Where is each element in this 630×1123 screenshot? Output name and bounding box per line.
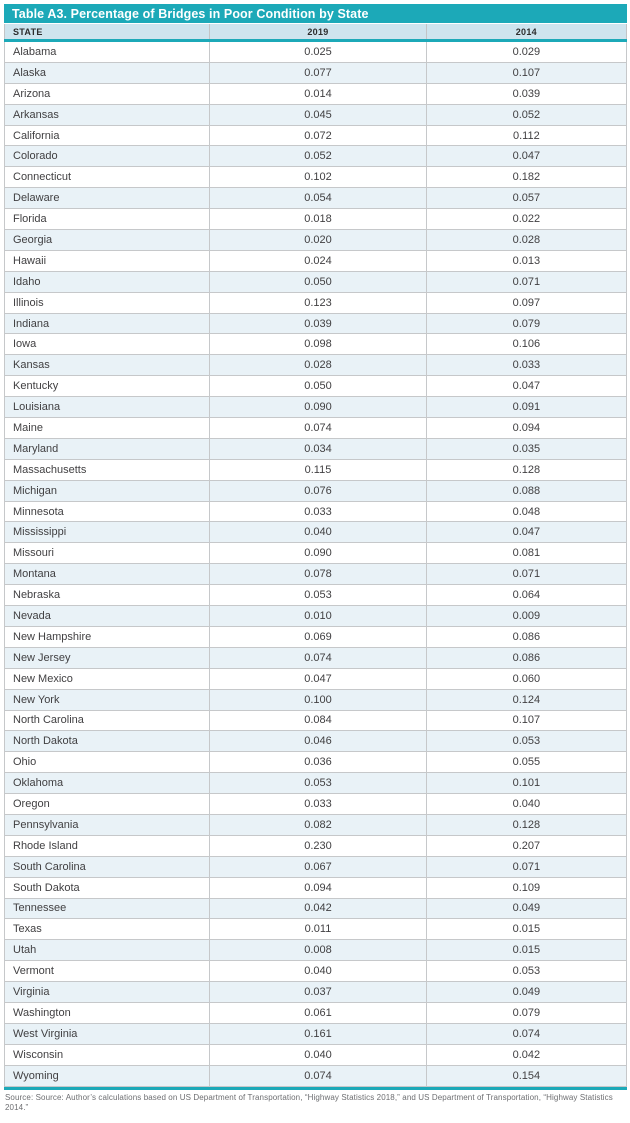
value-2014-cell: 0.047: [426, 522, 626, 543]
value-2014-cell: 0.091: [426, 397, 626, 418]
state-name-cell: Connecticut: [5, 167, 210, 188]
value-2014-cell: 0.053: [426, 961, 626, 982]
table-row: [5, 543, 627, 564]
value-2019-cell: 0.050: [210, 271, 426, 292]
table-row: [5, 606, 627, 627]
state-name-cell: New York: [5, 689, 210, 710]
state-name-cell: Texas: [5, 919, 210, 940]
value-2014-cell: 0.048: [426, 501, 626, 522]
value-2019-cell: 0.028: [210, 355, 426, 376]
value-2014-cell: 0.074: [426, 1023, 626, 1044]
table-row: [5, 438, 627, 459]
state-name-cell: Utah: [5, 940, 210, 961]
value-2014-cell: 0.064: [426, 585, 626, 606]
table-row: [5, 710, 627, 731]
value-2019-cell: 0.074: [210, 1065, 426, 1086]
value-2014-cell: 0.124: [426, 689, 626, 710]
table-row: [5, 919, 627, 940]
value-2014-cell: 0.106: [426, 334, 626, 355]
table-row: [5, 83, 627, 104]
value-2019-cell: 0.076: [210, 480, 426, 501]
state-name-cell: Wisconsin: [5, 1044, 210, 1065]
table-row: [5, 898, 627, 919]
value-2014-cell: 0.040: [426, 794, 626, 815]
table-row: [5, 689, 627, 710]
table-row: [5, 418, 627, 439]
value-2019-cell: 0.045: [210, 104, 426, 125]
value-2019-cell: 0.040: [210, 1044, 426, 1065]
value-2019-cell: 0.050: [210, 376, 426, 397]
value-2014-cell: 0.035: [426, 438, 626, 459]
value-2014-cell: 0.207: [426, 835, 626, 856]
state-name-cell: Michigan: [5, 480, 210, 501]
value-2019-cell: 0.011: [210, 919, 426, 940]
state-name-cell: Alabama: [5, 41, 210, 63]
state-name-cell: Washington: [5, 1002, 210, 1023]
table-row: [5, 250, 627, 271]
state-name-cell: Massachusetts: [5, 459, 210, 480]
state-name-cell: Georgia: [5, 230, 210, 251]
value-2019-cell: 0.100: [210, 689, 426, 710]
value-2019-cell: 0.020: [210, 230, 426, 251]
table-row: [5, 355, 627, 376]
state-name-cell: Nebraska: [5, 585, 210, 606]
table-row: [5, 647, 627, 668]
value-2019-cell: 0.025: [210, 41, 426, 63]
value-2014-cell: 0.109: [426, 877, 626, 898]
state-name-cell: Hawaii: [5, 250, 210, 271]
value-2014-cell: 0.039: [426, 83, 626, 104]
state-name-cell: Mississippi: [5, 522, 210, 543]
state-name-cell: New Hampshire: [5, 626, 210, 647]
value-2019-cell: 0.090: [210, 543, 426, 564]
value-2019-cell: 0.084: [210, 710, 426, 731]
value-2014-cell: 0.081: [426, 543, 626, 564]
table-row: [5, 209, 627, 230]
state-name-cell: Virginia: [5, 982, 210, 1003]
value-2014-cell: 0.154: [426, 1065, 626, 1086]
table-row: [5, 334, 627, 355]
value-2019-cell: 0.047: [210, 668, 426, 689]
state-name-cell: Alaska: [5, 62, 210, 83]
state-name-cell: New Mexico: [5, 668, 210, 689]
value-2014-cell: 0.060: [426, 668, 626, 689]
value-2019-cell: 0.054: [210, 188, 426, 209]
value-2019-cell: 0.072: [210, 125, 426, 146]
table-row: [5, 459, 627, 480]
state-name-cell: Illinois: [5, 292, 210, 313]
value-2014-cell: 0.107: [426, 62, 626, 83]
value-2014-cell: 0.029: [426, 41, 626, 63]
value-2019-cell: 0.123: [210, 292, 426, 313]
table-row: [5, 940, 627, 961]
state-name-cell: North Dakota: [5, 731, 210, 752]
value-2014-cell: 0.086: [426, 626, 626, 647]
value-2019-cell: 0.230: [210, 835, 426, 856]
state-name-cell: Wyoming: [5, 1065, 210, 1086]
value-2019-cell: 0.046: [210, 731, 426, 752]
state-name-cell: California: [5, 125, 210, 146]
value-2014-cell: 0.053: [426, 731, 626, 752]
value-2014-cell: 0.013: [426, 250, 626, 271]
value-2014-cell: 0.101: [426, 773, 626, 794]
table-row: [5, 62, 627, 83]
table-row: [5, 146, 627, 167]
table-row: [5, 104, 627, 125]
table-row: [5, 397, 627, 418]
table-row: [5, 773, 627, 794]
state-name-cell: Vermont: [5, 961, 210, 982]
state-name-cell: Delaware: [5, 188, 210, 209]
table-row: [5, 167, 627, 188]
state-name-cell: New Jersey: [5, 647, 210, 668]
value-2019-cell: 0.074: [210, 647, 426, 668]
value-2014-cell: 0.015: [426, 940, 626, 961]
table-row: [5, 877, 627, 898]
value-2014-cell: 0.079: [426, 313, 626, 334]
value-2014-cell: 0.088: [426, 480, 626, 501]
col-header-2019: 2019: [210, 24, 426, 41]
value-2014-cell: 0.107: [426, 710, 626, 731]
table-row: [5, 1044, 627, 1065]
value-2019-cell: 0.102: [210, 167, 426, 188]
value-2019-cell: 0.024: [210, 250, 426, 271]
value-2014-cell: 0.128: [426, 814, 626, 835]
value-2014-cell: 0.097: [426, 292, 626, 313]
table-row: [5, 313, 627, 334]
value-2014-cell: 0.022: [426, 209, 626, 230]
value-2014-cell: 0.015: [426, 919, 626, 940]
state-name-cell: Maryland: [5, 438, 210, 459]
table-title: Table A3. Percentage of Bridges in Poor Condition by State: [4, 4, 627, 24]
value-2014-cell: 0.047: [426, 376, 626, 397]
state-name-cell: Rhode Island: [5, 835, 210, 856]
state-name-cell: Florida: [5, 209, 210, 230]
value-2019-cell: 0.034: [210, 438, 426, 459]
state-name-cell: South Dakota: [5, 877, 210, 898]
col-header-2014: 2014: [426, 24, 626, 41]
value-2014-cell: 0.057: [426, 188, 626, 209]
value-2019-cell: 0.094: [210, 877, 426, 898]
table-row: [5, 982, 627, 1003]
table-row: [5, 564, 627, 585]
value-2019-cell: 0.078: [210, 564, 426, 585]
value-2019-cell: 0.010: [210, 606, 426, 627]
value-2019-cell: 0.067: [210, 856, 426, 877]
table-row: [5, 752, 627, 773]
table-row: [5, 501, 627, 522]
value-2014-cell: 0.049: [426, 982, 626, 1003]
state-name-cell: Pennsylvania: [5, 814, 210, 835]
value-2019-cell: 0.033: [210, 501, 426, 522]
header-row: [5, 24, 627, 41]
table-row: [5, 585, 627, 606]
value-2019-cell: 0.037: [210, 982, 426, 1003]
value-2019-cell: 0.082: [210, 814, 426, 835]
table-row: [5, 480, 627, 501]
value-2019-cell: 0.018: [210, 209, 426, 230]
state-name-cell: Arizona: [5, 83, 210, 104]
value-2014-cell: 0.028: [426, 230, 626, 251]
value-2019-cell: 0.014: [210, 83, 426, 104]
table-row: [5, 835, 627, 856]
value-2014-cell: 0.049: [426, 898, 626, 919]
state-name-cell: Arkansas: [5, 104, 210, 125]
value-2014-cell: 0.094: [426, 418, 626, 439]
col-header-state: STATE: [5, 24, 210, 41]
table-row: [5, 292, 627, 313]
table-row: [5, 626, 627, 647]
bridges-poor-condition-table: [4, 24, 627, 1087]
value-2019-cell: 0.008: [210, 940, 426, 961]
value-2014-cell: 0.042: [426, 1044, 626, 1065]
value-2014-cell: 0.079: [426, 1002, 626, 1023]
value-2019-cell: 0.042: [210, 898, 426, 919]
value-2014-cell: 0.071: [426, 564, 626, 585]
state-name-cell: Idaho: [5, 271, 210, 292]
state-name-cell: Indiana: [5, 313, 210, 334]
state-name-cell: North Carolina: [5, 710, 210, 731]
state-name-cell: Iowa: [5, 334, 210, 355]
table-row: [5, 1065, 627, 1086]
value-2014-cell: 0.052: [426, 104, 626, 125]
state-name-cell: Nevada: [5, 606, 210, 627]
source-note: Source: Source: Author’s calculations based on US Department of Transportation, “Highway Statistics 2018,” and US Department of Transportation, “Highway Statistics 2014.”: [5, 1092, 613, 1113]
table-row: [5, 522, 627, 543]
value-2014-cell: 0.071: [426, 856, 626, 877]
value-2019-cell: 0.040: [210, 961, 426, 982]
value-2019-cell: 0.039: [210, 313, 426, 334]
state-name-cell: South Carolina: [5, 856, 210, 877]
value-2019-cell: 0.036: [210, 752, 426, 773]
state-name-cell: Ohio: [5, 752, 210, 773]
value-2019-cell: 0.098: [210, 334, 426, 355]
table-row: [5, 188, 627, 209]
table-row: [5, 1002, 627, 1023]
table-body: [5, 41, 627, 1087]
value-2019-cell: 0.090: [210, 397, 426, 418]
table-row: [5, 41, 627, 63]
value-2019-cell: 0.077: [210, 62, 426, 83]
table-row: [5, 230, 627, 251]
value-2019-cell: 0.053: [210, 585, 426, 606]
state-name-cell: Kansas: [5, 355, 210, 376]
state-name-cell: Tennessee: [5, 898, 210, 919]
value-2019-cell: 0.033: [210, 794, 426, 815]
value-2019-cell: 0.115: [210, 459, 426, 480]
table-row: [5, 794, 627, 815]
state-name-cell: Colorado: [5, 146, 210, 167]
state-name-cell: Missouri: [5, 543, 210, 564]
value-2014-cell: 0.112: [426, 125, 626, 146]
value-2014-cell: 0.033: [426, 355, 626, 376]
value-2019-cell: 0.069: [210, 626, 426, 647]
state-name-cell: Minnesota: [5, 501, 210, 522]
table-row: [5, 668, 627, 689]
state-name-cell: Maine: [5, 418, 210, 439]
value-2019-cell: 0.052: [210, 146, 426, 167]
value-2019-cell: 0.061: [210, 1002, 426, 1023]
state-name-cell: Montana: [5, 564, 210, 585]
value-2019-cell: 0.161: [210, 1023, 426, 1044]
table-row: [5, 271, 627, 292]
table-row: [5, 1023, 627, 1044]
table-wrap: [4, 24, 627, 1090]
table-row: [5, 961, 627, 982]
value-2014-cell: 0.086: [426, 647, 626, 668]
state-name-cell: Louisiana: [5, 397, 210, 418]
value-2014-cell: 0.047: [426, 146, 626, 167]
value-2019-cell: 0.040: [210, 522, 426, 543]
table-row: [5, 856, 627, 877]
table-row: [5, 731, 627, 752]
state-name-cell: Kentucky: [5, 376, 210, 397]
state-name-cell: West Virginia: [5, 1023, 210, 1044]
value-2014-cell: 0.009: [426, 606, 626, 627]
value-2014-cell: 0.128: [426, 459, 626, 480]
value-2019-cell: 0.074: [210, 418, 426, 439]
table-row: [5, 376, 627, 397]
value-2014-cell: 0.182: [426, 167, 626, 188]
state-name-cell: Oregon: [5, 794, 210, 815]
table-row: [5, 814, 627, 835]
value-2014-cell: 0.071: [426, 271, 626, 292]
value-2019-cell: 0.053: [210, 773, 426, 794]
table-row: [5, 125, 627, 146]
state-name-cell: Oklahoma: [5, 773, 210, 794]
value-2014-cell: 0.055: [426, 752, 626, 773]
